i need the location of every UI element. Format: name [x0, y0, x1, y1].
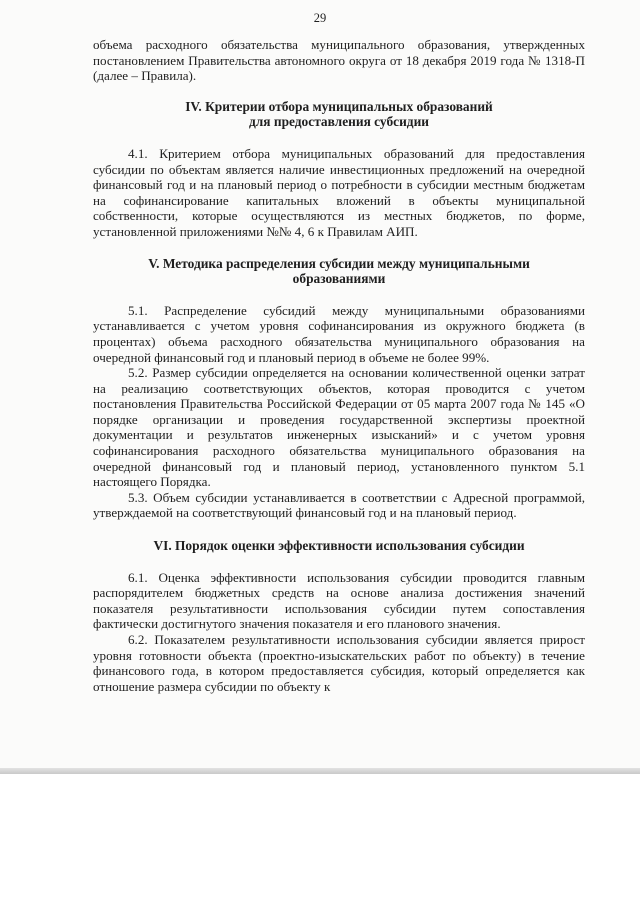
section-5-heading-line-1: V. Методика распределения субсидии между муниципальными [148, 255, 530, 271]
section-6-heading-line-1: VI. Порядок оценки эффективности использования субсидии [153, 538, 525, 554]
section-4-heading-line-1: IV. Критерии отбора муниципальных образований [185, 98, 493, 114]
paragraph-5-2: 5.2. Размер субсидии определяется на основании количественной оценки затрат на реализацию соответствующих объектов, которая проводится с учетом постановления Правительства Российской Федерации от 05 марта 2007 года № 145 «О порядке организации и проведения государственной экспертизы проектной документации и результатов инженерных изысканий» и с учетом уровня софинансирования расходного обязательства муниципального образования на очередной финансовый год и плановый период, установленного пунктом 5.1 настоящего Порядка. [93, 365, 585, 490]
section-4-heading [93, 99, 585, 130]
scan-edge [0, 768, 640, 774]
document-body [93, 37, 585, 694]
paragraph-6-2: 6.2. Показателем результативности использования субсидии является прирост уровня готовности объекта (проектно-изыскательских работ по объекту) в течение финансового года, в котором предоставляется субсидия, который определяется как отношение размера субсидии по объекту к [93, 632, 585, 694]
section-5-heading [93, 256, 585, 287]
intro-paragraph: объема расходного обязательства муниципального образования, утвержденных постановлением Правительства автономного округа от 18 декабря 2019 года № 1318-П (далее – Правила). [93, 37, 585, 84]
paragraph-4-1: 4.1. Критерием отбора муниципальных образований для предоставления субсидии по объектам является наличие инвестиционных предложений на очередной финансовый год и на плановый период о потребности в субсидии местным бюджетам на софинансирование капитальных вложений в объекты муниципальной собственности, которые осуществляются из местных бюджетов, по форме, установленной приложениями №№ 4, 6 к Правилам АИП. [93, 145, 585, 239]
section-5-heading-line-2: образованиями [292, 271, 386, 287]
section-4-heading-line-2: для предоставления субсидии [248, 114, 430, 130]
section-6-heading [93, 538, 585, 554]
page-number: 29 [313, 11, 327, 25]
paragraph-5-1: 5.1. Распределение субсидий между муниципальными образованиями устанавливается с учетом уровня софинансирования из окружного бюджета (в процентах) объема расходного обязательства муниципального образования на очередной финансовый год и плановый период в объеме не более 99%. [93, 302, 585, 365]
paragraph-5-3: 5.3. Объем субсидии устанавливается в соответствии с Адресной программой, утверждаемой на соответствующий финансовый год и на плановый период. [93, 489, 585, 521]
paragraph-6-1: 6.1. Оценка эффективности использования субсидии проводится главным распорядителем бюджетных средств на основе анализа достижения значений показателя результативности использования субсидии путем сопоставления фактически достигнутого значения показателя и его планового значения. [93, 569, 585, 632]
